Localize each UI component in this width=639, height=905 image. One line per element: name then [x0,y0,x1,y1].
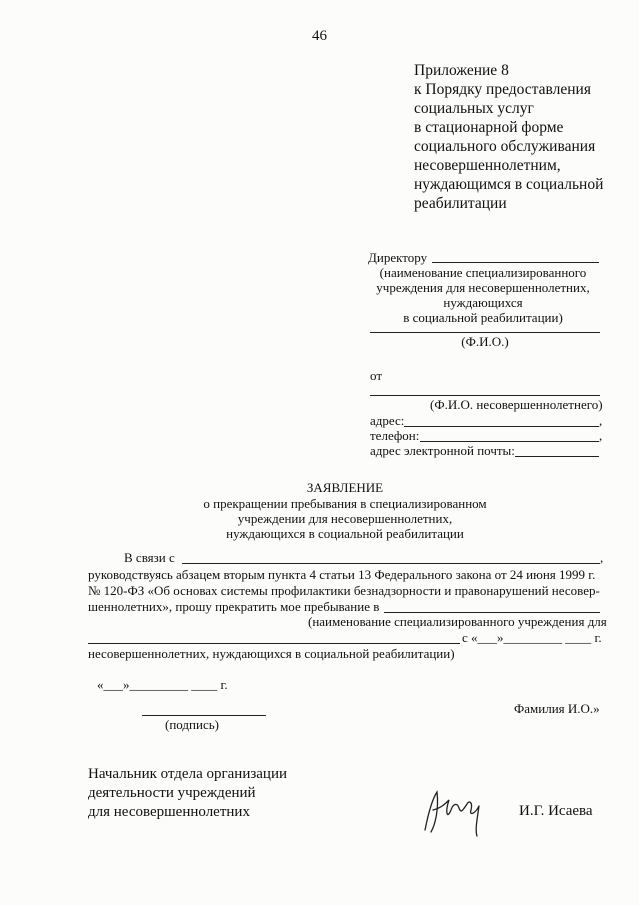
signature-hint: (подпись) [165,717,219,732]
director-fio-line [370,332,600,333]
phone-line [420,441,599,442]
footer-position-line: Начальник отдела организации [88,766,288,782]
appendix-line: социальных услуг [414,100,534,117]
from-label: от [370,368,383,383]
subtitle-line: учреждении для несовершеннолетних, [237,511,453,526]
date-line: «___»_________ ____ г. [97,677,228,692]
footer-name: И.Г. Исаева [519,803,593,819]
body-line4-start: шеннолетних», прошу прекратить мое пребывание в [88,599,380,614]
body-line2: руководствуясь абзацем вторым пункта 4 статьи 13 Федерального закона от 24 июня 1999 г. [88,567,596,582]
hint-line: нуждающихся [443,295,523,310]
footer-position [88,765,287,822]
director-blank-line [432,262,599,263]
footer-position-line: деятельности учреждений [88,785,256,801]
body-line7: несовершеннолетних, нуждающихся в социальной реабилитации) [88,646,455,661]
director-label: Директору [368,250,428,265]
statement-title: ЗАЯВЛЕНИЕ [306,480,384,495]
appendix-line: нуждающимся в социальной [414,176,604,193]
appendix-line: к Порядку предоставления [414,81,591,98]
appendix-line: несовершеннолетним, [414,157,561,174]
appendix-line: реабилитации [414,195,507,212]
signer-name: Фамилия И.О.» [514,701,600,716]
hint-line: (наименование специализированного [379,265,587,280]
signature-line [142,715,266,716]
institution-line [384,612,600,613]
appendix-line: Приложение 8 [414,62,509,79]
subtitle-line: нуждающихся в социальной реабилитации [226,526,464,541]
body-line3: № 120-ФЗ «Об основах системы профилактики безнадзорности и правонарушений несовер- [88,583,600,598]
statement-subtitle [150,496,540,541]
subtitle-line: о прекращении пребывания в специализированном [203,496,487,511]
handwritten-signature [415,780,495,840]
body-line1-start: В связи с [124,550,175,565]
phone-label: телефон: [370,428,420,443]
hint-line: в социальной реабилитации) [403,310,563,325]
page-number: 46 [312,28,327,44]
minor-fio-hint: (Ф.И.О. несовершеннолетнего) [430,397,603,412]
email-line [515,456,599,457]
appendix-line: в стационарной форме [414,119,564,136]
institution-hint [368,265,598,325]
minor-fio-line [370,395,600,396]
institution-line-2 [88,643,460,644]
appendix-line: социального обслуживания [414,138,596,155]
fio-hint: (Ф.И.О.) [461,334,509,349]
address-line [404,426,599,427]
body-line5-hint: (наименование специализированного учреждения для [308,614,607,629]
appendix-header [414,61,634,213]
body-line6-date: с «___»_________ ____ г. [462,630,602,645]
footer-position-line: для несовершеннолетних [88,804,250,820]
hint-line: учреждения для несовершеннолетних, [376,280,590,295]
reason-line [182,563,600,564]
email-label: адрес электронной почты: [370,443,515,458]
address-label: адрес: [370,413,405,428]
